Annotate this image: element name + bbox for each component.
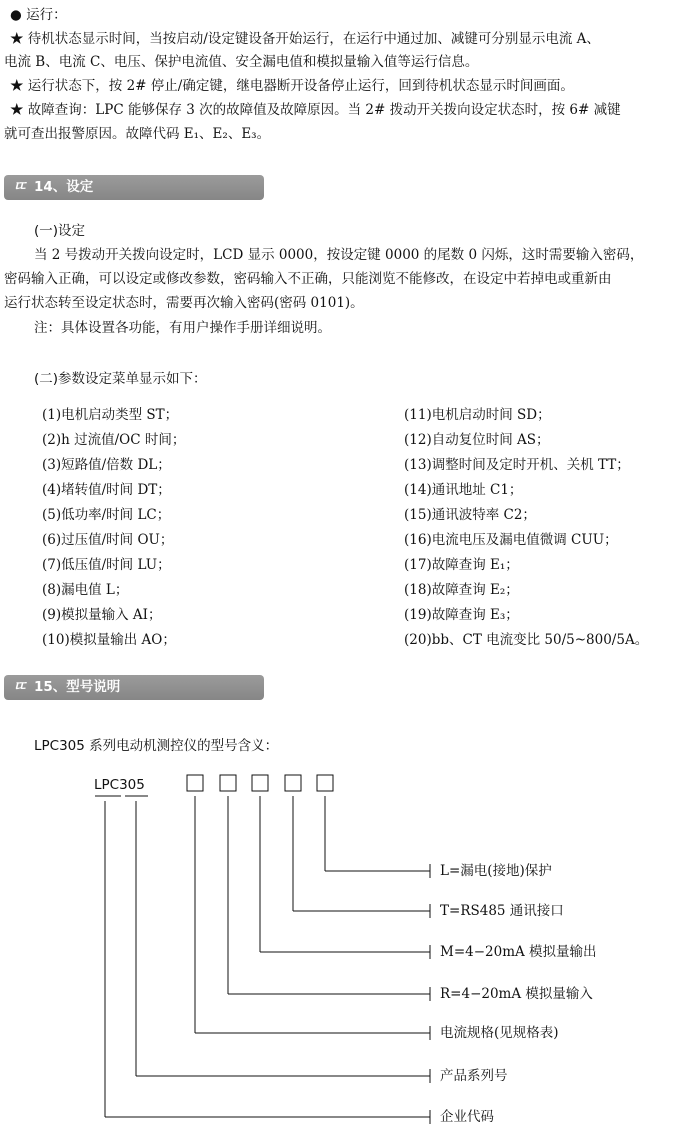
- menu-item: (10)模拟量输出 AO；: [42, 632, 176, 648]
- section-15-header: [4, 675, 264, 700]
- run-paragraph-3b: 就可查出报警原因。故障代码 E₁、E₂、E₃。: [4, 126, 271, 142]
- star-icon: ★: [10, 78, 24, 94]
- menu-item: (2)h 过流值/OC 时间；: [42, 432, 186, 448]
- menu-item: (4)堵转值/时间 DT；: [42, 482, 171, 498]
- label-current-spec: 电流规格(见规格表): [440, 1025, 559, 1041]
- label-leakage: L=漏电(接地)保护: [440, 863, 552, 879]
- menu-item: (14)通讯地址 C1；: [404, 482, 523, 498]
- code-box: [220, 775, 236, 791]
- menu-item: (13)调整时间及定时开机、关机 TT；: [404, 457, 630, 473]
- menu-subheading: (二)参数设定菜单显示如下：: [34, 371, 207, 387]
- label-series: 产品系列号: [440, 1068, 508, 1084]
- code-box: [187, 775, 203, 791]
- section-14-header: [4, 175, 264, 200]
- model-code: LPC305: [94, 777, 145, 793]
- menu-item: (16)电流电压及漏电值微调 CUU；: [404, 532, 618, 548]
- code-box: [317, 775, 333, 791]
- run-paragraph-1b: 电流 B、电流 C、电压、保护电流值、安全漏电值和模拟量输入值等运行信息。: [4, 54, 479, 70]
- menu-item: (15)通讯波特率 C2；: [404, 507, 536, 523]
- setting-para-1: 当 2 号拨动开关拨向设定时，LCD 显示 0000，按设定键 0000 的尾数 0 闪烁，这时需要输入密码，: [34, 247, 644, 263]
- menu-item: (8)漏电值 L；: [42, 582, 129, 598]
- setting-para-2: 密码输入正确，可以设定或修改参数，密码输入不正确，只能浏览不能修改，在设定中若掉电或重新由: [4, 271, 612, 287]
- menu-item: (19)故障查询 E₃；: [404, 607, 519, 623]
- menu-item: (20)bb、CT 电流变比 50/5~800/5A。: [404, 632, 649, 648]
- menu-item: (17)故障查询 E₁；: [404, 557, 519, 573]
- label-analog-input: R=4−20mA 模拟量输入: [440, 986, 593, 1002]
- section-mark-icon: ㄸ: [13, 679, 27, 695]
- run-heading: ● 运行：: [10, 7, 67, 23]
- setting-note: 注：具体设置各功能，有用户操作手册详细说明。: [34, 320, 331, 336]
- code-box: [252, 775, 268, 791]
- setting-para-3: 运行状态转至设定状态时，需要再次输入密码(密码 0101)。: [4, 295, 364, 311]
- menu-item: (11)电机启动时间 SD；: [404, 407, 551, 423]
- star-icon: ★: [10, 31, 24, 47]
- section-14-title: 14、设定: [34, 179, 94, 195]
- menu-item: (3)短路值/倍数 DL；: [42, 457, 171, 473]
- run-paragraph-1a: ★ 待机状态显示时间，当按启动/设定键设备开始运行，在运行中通过加、减键可分别显示电流 A、: [10, 31, 600, 47]
- bullet-icon: ●: [10, 7, 22, 23]
- setting-subheading: (一)设定: [34, 223, 86, 239]
- section-15-title: 15、型号说明: [34, 679, 121, 695]
- code-box: [285, 775, 301, 791]
- label-rs485: T=RS485 通讯接口: [440, 903, 564, 919]
- section-mark-icon: ㄸ: [13, 179, 27, 195]
- model-intro: LPC305 系列电动机测控仪的型号含义：: [34, 738, 279, 754]
- run-paragraph-2: ★ 运行状态下，按 2# 停止/确定键，继电器断开设备停止运行，回到待机状态显示时间画面。: [10, 78, 574, 94]
- menu-item: (5)低功率/时间 LC；: [42, 507, 171, 523]
- label-analog-output: M=4−20mA 模拟量输出: [440, 944, 597, 960]
- menu-item: (12)自动复位时间 AS；: [404, 432, 550, 448]
- menu-item: (6)过压值/时间 OU；: [42, 532, 174, 548]
- menu-item: (7)低压值/时间 LU；: [42, 557, 171, 573]
- menu-item: (9)模拟量输入 AI；: [42, 607, 162, 623]
- run-paragraph-3a: ★ 故障查询：LPC 能够保存 3 次的故障值及故障原因。当 2# 拨动开关拨向设定状态时，按 6# 减键: [10, 102, 621, 118]
- menu-item: (18)故障查询 E₂；: [404, 582, 519, 598]
- star-icon: ★: [10, 102, 24, 118]
- menu-item: (1)电机启动类型 ST；: [42, 407, 179, 423]
- label-company: 企业代码: [440, 1109, 494, 1125]
